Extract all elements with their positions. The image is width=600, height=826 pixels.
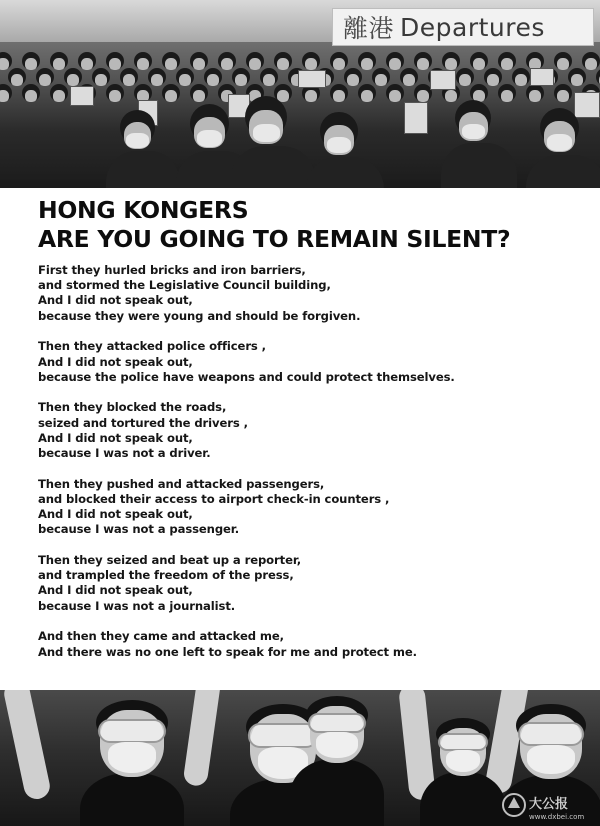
crowd-person-face bbox=[137, 58, 149, 70]
crowd-person-face bbox=[0, 58, 9, 70]
poem-line: And I did not speak out, bbox=[38, 293, 193, 308]
crowd-person-face bbox=[571, 74, 583, 86]
crowd-person-face bbox=[347, 74, 359, 86]
crowd-person-face bbox=[361, 90, 373, 102]
crowd-person-face bbox=[39, 74, 51, 86]
crowd-person-face bbox=[53, 58, 65, 70]
poem-line: because the police have weapons and could protect themselves. bbox=[38, 369, 455, 384]
crowd-person-face bbox=[305, 90, 317, 102]
safety-goggles bbox=[518, 722, 584, 746]
raised-arm bbox=[182, 690, 221, 787]
stanza-3 bbox=[38, 400, 578, 461]
safety-goggles bbox=[308, 713, 366, 734]
crowd-person-face bbox=[81, 58, 93, 70]
headline-line-2: ARE YOU GOING TO REMAIN SILENT? bbox=[38, 225, 511, 253]
bottom-photo-protesters bbox=[0, 690, 600, 826]
headline-line-1: HONG KONGERS bbox=[38, 196, 249, 224]
poem-line: And I did not speak out, bbox=[38, 583, 193, 598]
crowd-person-face bbox=[375, 74, 387, 86]
crowd-person-face bbox=[417, 58, 429, 70]
poem-line: and stormed the Legislative Council building, bbox=[38, 278, 331, 293]
poem-line: And I did not speak out, bbox=[38, 430, 193, 445]
poem-line: First they hurled bricks and iron barriers, bbox=[38, 263, 306, 277]
face-mask bbox=[446, 750, 481, 772]
top-photo-airport-crowd bbox=[0, 0, 600, 188]
safety-goggles bbox=[438, 733, 488, 750]
poem-line: And I did not speak out, bbox=[38, 507, 193, 522]
crowd-person-face bbox=[333, 90, 345, 102]
poem-line: And there was no one left to speak for me and protect me. bbox=[38, 644, 417, 659]
protest-placard bbox=[430, 70, 456, 90]
crowd-person-face bbox=[361, 58, 373, 70]
departures-sign-text: Departures bbox=[400, 12, 545, 42]
crowd-person-face bbox=[501, 90, 513, 102]
protester-torso bbox=[420, 772, 506, 826]
protest-placard bbox=[530, 68, 554, 86]
crowd-person-face bbox=[235, 74, 247, 86]
face-mask bbox=[462, 124, 485, 139]
crowd-person-face bbox=[529, 90, 541, 102]
crowd-person-face bbox=[557, 90, 569, 102]
crowd-person-face bbox=[25, 90, 37, 102]
poem-line: Then they seized and beat up a reporter, bbox=[38, 553, 302, 568]
crowd-person-face bbox=[67, 74, 79, 86]
crowd-person-shirt bbox=[526, 155, 600, 188]
crowd-person-face bbox=[109, 90, 121, 102]
poem-line: Then they pushed and attacked passengers, bbox=[38, 476, 325, 491]
crowd-person-face bbox=[389, 58, 401, 70]
crowd-person-face bbox=[221, 58, 233, 70]
crowd-person-face bbox=[165, 90, 177, 102]
departures-sign bbox=[332, 8, 594, 46]
crowd-person-face bbox=[333, 58, 345, 70]
protester-torso bbox=[80, 773, 184, 826]
poem-line: because they were young and should be forgiven. bbox=[38, 308, 361, 323]
stanza-5 bbox=[38, 553, 578, 614]
crowd-person-face bbox=[207, 74, 219, 86]
crowd-person-face bbox=[403, 74, 415, 86]
crowd-person-face bbox=[473, 58, 485, 70]
crowd-person-face bbox=[193, 58, 205, 70]
crowd-person-face bbox=[0, 90, 9, 102]
stanza-4 bbox=[38, 477, 578, 538]
crowd-person-face bbox=[501, 58, 513, 70]
departures-sign-cjk: 離港 bbox=[343, 14, 395, 43]
crowd-person-face bbox=[585, 58, 597, 70]
protest-placard bbox=[298, 70, 326, 88]
face-mask bbox=[108, 742, 157, 773]
crowd-person-face bbox=[445, 90, 457, 102]
crowd-person-face bbox=[459, 74, 471, 86]
raised-arm bbox=[2, 690, 52, 801]
crowd-person-face bbox=[249, 58, 261, 70]
crowd-person-face bbox=[193, 90, 205, 102]
watermark-logo bbox=[502, 788, 594, 822]
protest-placard bbox=[70, 86, 94, 106]
poem-line: And then they came and attacked me, bbox=[38, 629, 284, 644]
face-mask bbox=[327, 137, 351, 153]
watermark-text: 大公报 bbox=[529, 797, 569, 812]
crowd-person-shirt bbox=[306, 157, 384, 188]
face-mask bbox=[316, 732, 357, 758]
poem-line: Then they attacked police officers , bbox=[38, 339, 266, 354]
safety-goggles bbox=[248, 723, 318, 748]
poem-line: and blocked their access to airport check-in counters , bbox=[38, 491, 390, 506]
poem-line: because I was not a journalist. bbox=[38, 598, 236, 613]
crowd-person-face bbox=[109, 58, 121, 70]
crowd-person-face bbox=[487, 74, 499, 86]
poem-line: and trampled the freedom of the press, bbox=[38, 568, 294, 583]
crowd-person-shirt bbox=[231, 146, 315, 188]
crowd-person-face bbox=[95, 74, 107, 86]
stanza-2 bbox=[38, 339, 578, 385]
crowd-person-shirt bbox=[106, 151, 180, 188]
poem-line: seized and tortured the drivers , bbox=[38, 415, 248, 430]
protest-placard bbox=[574, 92, 600, 118]
crowd-person-face bbox=[515, 74, 527, 86]
crowd-person-shirt bbox=[441, 143, 517, 188]
crowd-person-face bbox=[417, 90, 429, 102]
stanza-6 bbox=[38, 629, 578, 659]
crowd-person-face bbox=[389, 90, 401, 102]
watermark-emblem-icon bbox=[502, 788, 594, 822]
protester-torso bbox=[290, 759, 384, 826]
headline bbox=[38, 196, 578, 254]
safety-goggles bbox=[98, 719, 166, 743]
poem-line: Then they blocked the roads, bbox=[38, 400, 227, 415]
crowd-person-face bbox=[557, 58, 569, 70]
poem-line: because I was not a passenger. bbox=[38, 522, 240, 537]
face-mask bbox=[197, 130, 222, 147]
crowd-person-face bbox=[25, 58, 37, 70]
face-mask bbox=[126, 133, 148, 148]
poem-line: because I was not a driver. bbox=[38, 446, 211, 461]
crowd-person-face bbox=[11, 74, 23, 86]
crowd-person-face bbox=[179, 74, 191, 86]
poem bbox=[38, 263, 578, 660]
crowd-person-face bbox=[165, 58, 177, 70]
stanza-1 bbox=[38, 263, 578, 324]
watermark-url: www.dxbei.com bbox=[529, 813, 585, 821]
crowd-person-face bbox=[305, 58, 317, 70]
crowd-person-face bbox=[263, 74, 275, 86]
crowd-person-face bbox=[123, 74, 135, 86]
face-mask bbox=[547, 134, 572, 151]
poem-line: And I did not speak out, bbox=[38, 354, 193, 369]
protest-placard bbox=[404, 102, 428, 134]
crowd-person-face bbox=[277, 58, 289, 70]
article-content bbox=[38, 196, 578, 675]
crowd-person-face bbox=[151, 74, 163, 86]
face-mask bbox=[527, 745, 574, 775]
crowd-person-face bbox=[445, 58, 457, 70]
crowd-person-face bbox=[53, 90, 65, 102]
face-mask bbox=[253, 124, 280, 142]
